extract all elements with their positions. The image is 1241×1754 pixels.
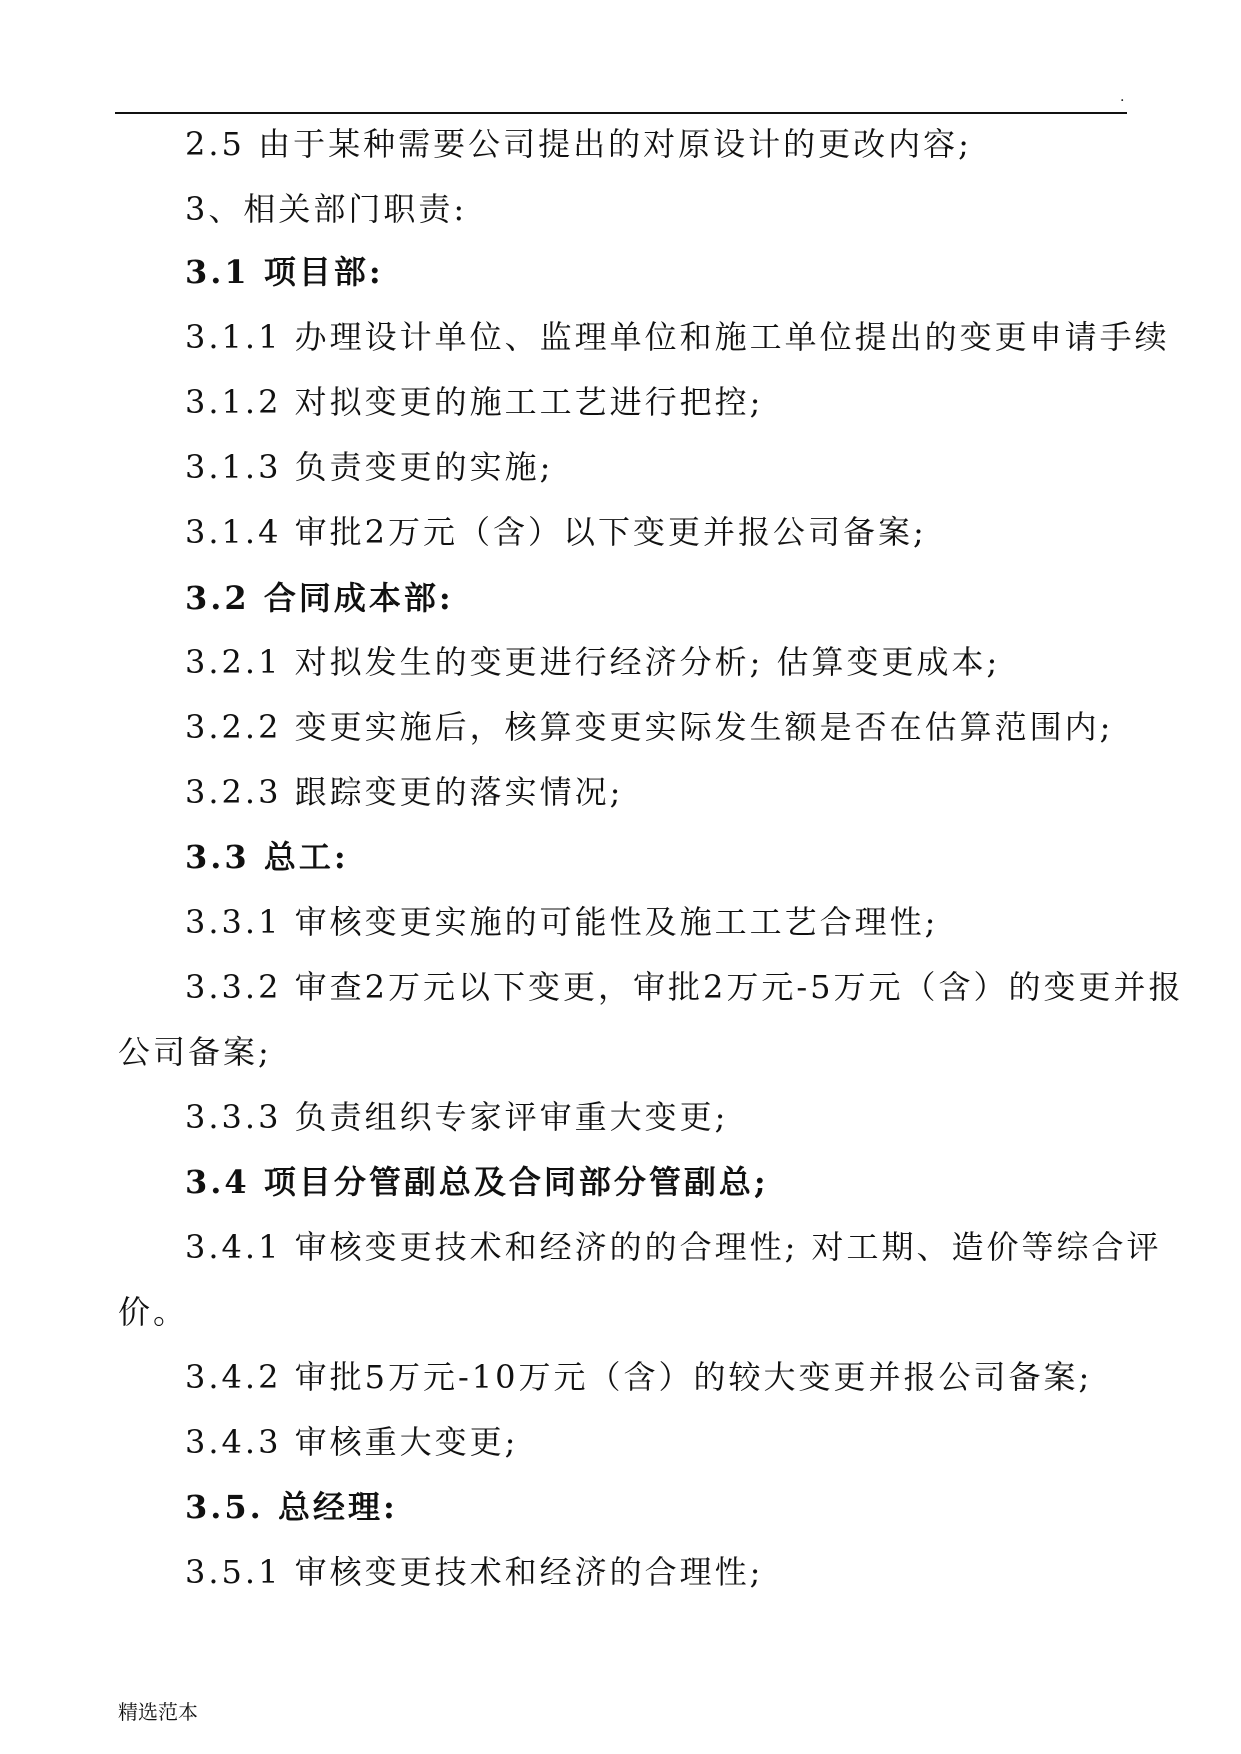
section-heading: 3、相关部门职责: <box>185 190 468 228</box>
subsection-heading: 3.4 项目分管副总及合同部分管副总; <box>185 1163 769 1201</box>
text-line: 3.3.3 负责组织专家评审重大变更; <box>185 1098 729 1136</box>
text-line: 3.1.4 审批2万元（含）以下变更并报公司备案; <box>185 513 927 551</box>
text-line: 2.5 由于某种需要公司提出的对原设计的更改内容; <box>185 125 972 163</box>
subsection-heading: 3.5. 总经理: <box>185 1488 398 1526</box>
text-line: 3.2.2 变更实施后，核算变更实际发生额是否在估算范围内; <box>185 708 1114 746</box>
text-line: 3.1.2 对拟变更的施工工艺进行把控; <box>185 383 764 421</box>
header-dot: . <box>1120 89 1125 105</box>
text-line: 3.3.2 审查2万元以下变更，审批2万元-5万元（含）的变更并报 <box>185 968 1184 1006</box>
text-line: 3.2.3 跟踪变更的落实情况; <box>185 773 624 811</box>
text-line-continuation: 价。 <box>118 1293 189 1331</box>
subsection-heading: 3.1 项目部: <box>185 253 384 291</box>
text-line: 3.5.1 审核变更技术和经济的合理性; <box>185 1553 764 1591</box>
text-line: 3.4.3 审核重大变更; <box>185 1423 519 1461</box>
text-line: 3.3.1 审核变更实施的可能性及施工工艺合理性; <box>185 903 939 941</box>
text-line: 3.4.1 审核变更技术和经济的的合理性; 对工期、造价等综合评 <box>185 1228 1162 1266</box>
footer-text: 精选范本 <box>118 1700 198 1724</box>
text-line: 3.4.2 审批5万元-10万元（含）的较大变更并报公司备案; <box>185 1358 1093 1396</box>
header-rule <box>115 112 1127 114</box>
subsection-heading: 3.3 总工: <box>185 838 349 876</box>
text-line: 3.1.3 负责变更的实施; <box>185 448 554 486</box>
subsection-heading: 3.2 合同成本部: <box>185 579 454 617</box>
text-line: 3.1.1 办理设计单位、监理单位和施工单位提出的变更申请手续 <box>185 318 1170 356</box>
text-line-continuation: 公司备案; <box>118 1033 272 1071</box>
text-line: 3.2.1 对拟发生的变更进行经济分析; 估算变更成本; <box>185 643 1001 681</box>
